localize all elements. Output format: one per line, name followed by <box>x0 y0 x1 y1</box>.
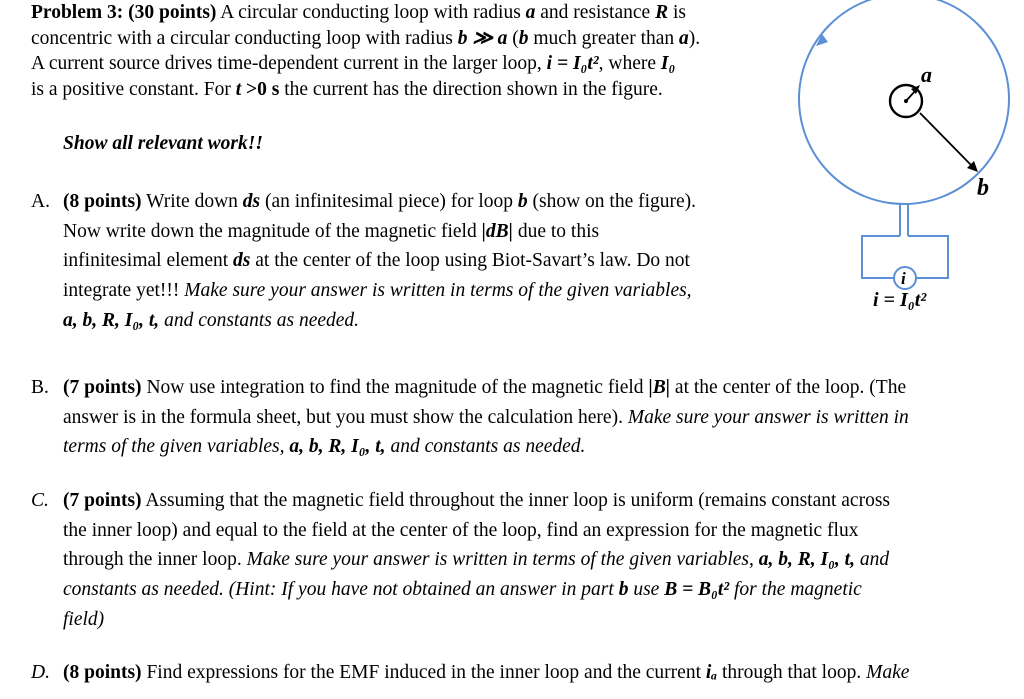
part-a-line-4: integrate yet!!! Make sure your answer is written in terms of the given variables, <box>63 280 692 302</box>
label-a: a <box>921 62 932 87</box>
part-b-letter: B. <box>31 377 49 398</box>
dB-magnitude: |dB| <box>481 220 513 242</box>
current-equation: i = I₀t² <box>873 289 927 311</box>
part-a <box>63 187 696 336</box>
label-b: b <box>977 175 989 201</box>
part-c-line-2: the inner loop) and equal to the field at the center of the loop, find an expression for the magnetic flux <box>63 519 859 541</box>
problem-line-4: is a positive constant. For t >0 s the current has the direction shown in the figure. <box>31 78 663 100</box>
loop-figure <box>790 0 1024 320</box>
problem-line-3: A current source drives time-dependent current in the larger loop, i = I₀t², where I₀ <box>31 53 676 74</box>
part-c-letter: C. <box>31 490 49 511</box>
part-d-letter: D. <box>31 662 50 683</box>
part-b-line-3: terms of the given variables, a, b, R, I₀, t, and constants as needed. <box>63 436 586 458</box>
part-c-line-3: through the inner loop. Make sure your answer is written in terms of the given variables, a, b, R, I₀, t, and <box>63 549 890 571</box>
part-a-line-2: Now write down the magnitude of the magnetic field |dB| due to this <box>63 220 600 242</box>
part-d <box>63 658 909 688</box>
part-a-line-1: (8 points) Write down ds (an infinitesimal piece) for loop b (show on the figure). <box>63 191 697 212</box>
part-b-line-2: answer is in the formula sheet, but you must show the calculation here). Make sure your answer is written in <box>63 406 909 428</box>
part-d-line-1: (8 points) Find expressions for the EMF induced in the inner loop and the current iₐ through that loop. Make <box>63 662 910 683</box>
part-c-line-5: field) <box>63 608 105 630</box>
part-b <box>63 373 909 462</box>
part-c-line-1: (7 points) Assuming that the magnetic field throughout the inner loop is uniform (remains constant across <box>63 490 890 511</box>
radius-b-line <box>920 113 972 166</box>
source-circuit <box>862 236 900 278</box>
part-a-points: (8 points) <box>63 191 142 212</box>
part-c-points: (7 points) <box>63 490 142 511</box>
B-magnitude: |B| <box>648 377 671 398</box>
source-label-i: i <box>901 269 906 288</box>
part-d-points: (8 points) <box>63 662 142 683</box>
part-b-line-1: (7 points) Now use integration to find the magnitude of the magnetic field |B| at the center of the loop. (The <box>63 377 907 398</box>
problem-line-2: concentric with a circular conducting loop with radius b ≫ a (b much greater than a). <box>31 27 701 49</box>
problem-line-1: Problem 3: (30 points) A circular conducting loop with radius a and resistance R is <box>31 2 686 23</box>
problem-title: Problem 3: (30 points) <box>31 2 217 23</box>
part-a-letter: A. <box>31 191 50 212</box>
part-a-line-3: infinitesimal element ds at the center of the loop using Biot-Savart’s law. Do not <box>63 250 690 272</box>
part-c <box>63 486 890 635</box>
outer-loop-b <box>799 0 1009 204</box>
part-a-line-5: a, b, R, I₀, t, and constants as needed. <box>63 309 360 331</box>
show-work-note: Show all relevant work!! <box>63 133 263 154</box>
part-c-line-4: constants as needed. (Hint: If you have not obtained an answer in part b use B = B₀t² for the magnetic <box>63 579 862 601</box>
problem-statement <box>31 0 700 102</box>
part-b-points: (7 points) <box>63 377 142 398</box>
